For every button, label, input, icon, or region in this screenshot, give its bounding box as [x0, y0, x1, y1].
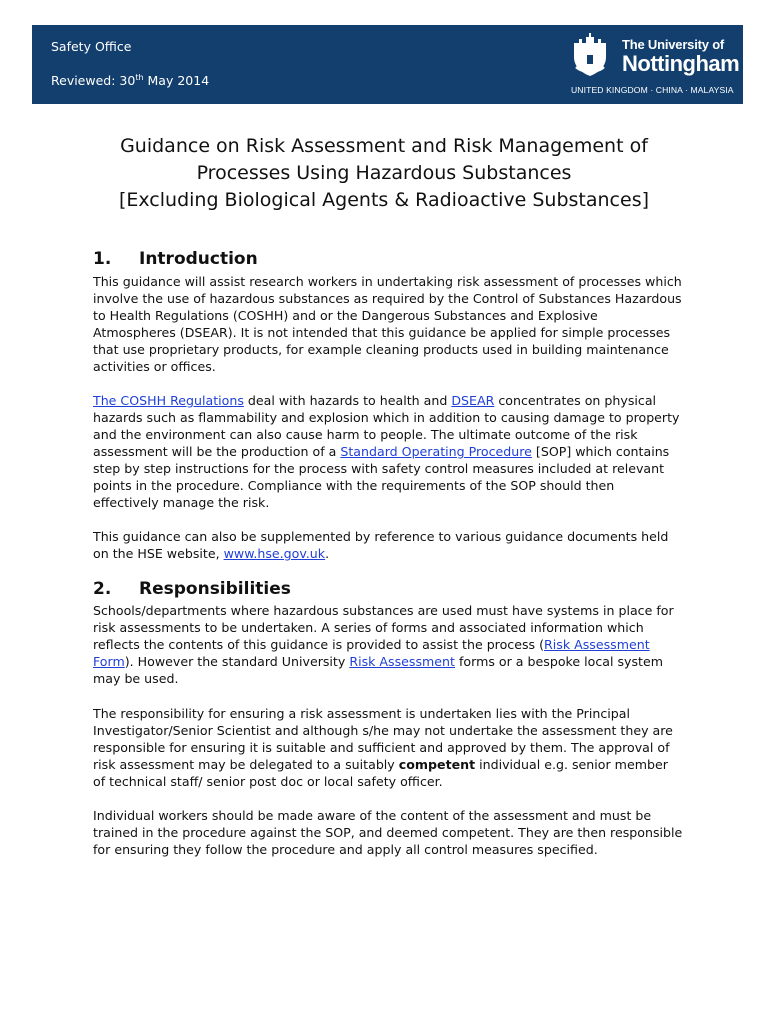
header-banner — [32, 25, 743, 104]
logo-line2: Nottingham — [622, 51, 740, 76]
title-line3: [Excluding Biological Agents & Radioactive Substances] — [118, 189, 650, 211]
intro-paragraph-1: This guidance will assist research workers in undertaking risk assessment of processes which involve the use of hazardous substances as required by the Control of Substances Hazardous to Health Regulations (COSHH) and or the Dangerous Substances and Explosive Atmospheres (DSEAR). It is not intended that this guidance be applied for simple processes that use proprietary products, for example cleaning products used in building maintenance activities or offices. — [93, 274, 682, 374]
document-title — [60, 133, 708, 214]
risk-assessment-link[interactable]: Risk Assessment — [349, 654, 455, 669]
hse-website-link[interactable]: www.hse.gov.uk — [223, 546, 326, 561]
section-heading-responsibilities — [93, 579, 291, 599]
reviewed-date: Reviewed: 30th May 2014 — [51, 73, 210, 89]
resp-paragraph-1: Schools/departments where hazardous substances are used must have systems in place for risk assessments to be undertaken. A series of forms and associated information which reflects the contents of this guidance is provided to assist the process (Risk Assessment Form). However the standard University Risk Assessment forms or a bespoke local system may be used. — [93, 603, 674, 686]
castle-crest-icon — [570, 33, 610, 77]
section-title: Responsibilities — [139, 579, 291, 599]
sop-link[interactable]: Standard Operating Procedure — [340, 444, 532, 459]
dsear-link[interactable]: DSEAR — [451, 393, 495, 408]
intro-paragraph-3: This guidance can also be supplemented by reference to various guidance documents held on the HSE website, www.hse.gov.uk. — [93, 529, 669, 561]
title-line1: Guidance on Risk Assessment and Risk Management of — [120, 135, 648, 157]
resp-paragraph-2: The responsibility for ensuring a risk assessment is undertaken lies with the Principal Investigator/Senior Scientist and although s/he may not undertake the assessment they are responsible for ensuring it is suitable and sufficient and approved by them. The approval of risk assessment may be delegated to a suitably competent individual e.g. senior member of technical staff/ senior post doc or local safety officer. — [93, 706, 673, 789]
logo-campuses: UNITED KINGDOM · CHINA · MALAYSIA — [571, 85, 734, 95]
section-heading-introduction — [93, 249, 258, 269]
risk-assessment-form-link[interactable]: Risk Assessment Form — [93, 637, 650, 669]
section-number: 1. — [93, 249, 112, 269]
intro-paragraph-2: The COSHH Regulations deal with hazards to health and DSEAR concentrates on physical hazards such as flammability and explosion which in addition to causing damage to property and the environment can also cause harm to people. The ultimate outcome of the risk assessment will be the production of a Standard Operating Procedure [SOP] which contains step by step instructions for the process with safety control measures included at relevant points in the procedure. Compliance with the requirements of the SOP should then effectively manage the risk. — [93, 393, 680, 510]
resp-paragraph-3: Individual workers should be made aware of the content of the assessment and must be trained in the procedure against the SOP, and deemed competent. They are then responsible for ensuring they follow the procedure and apply all control measures specified. — [93, 808, 683, 857]
logo-line1: The University of — [622, 37, 725, 52]
section-title: Introduction — [139, 249, 258, 269]
office-name: Safety Office — [51, 39, 132, 54]
coshh-regulations-link[interactable]: The COSHH Regulations — [93, 393, 244, 408]
competent-emphasis: competent — [398, 757, 476, 772]
university-logo[interactable] — [570, 33, 740, 99]
section-number: 2. — [93, 579, 112, 599]
title-line2: Processes Using Hazardous Substances — [196, 162, 572, 184]
